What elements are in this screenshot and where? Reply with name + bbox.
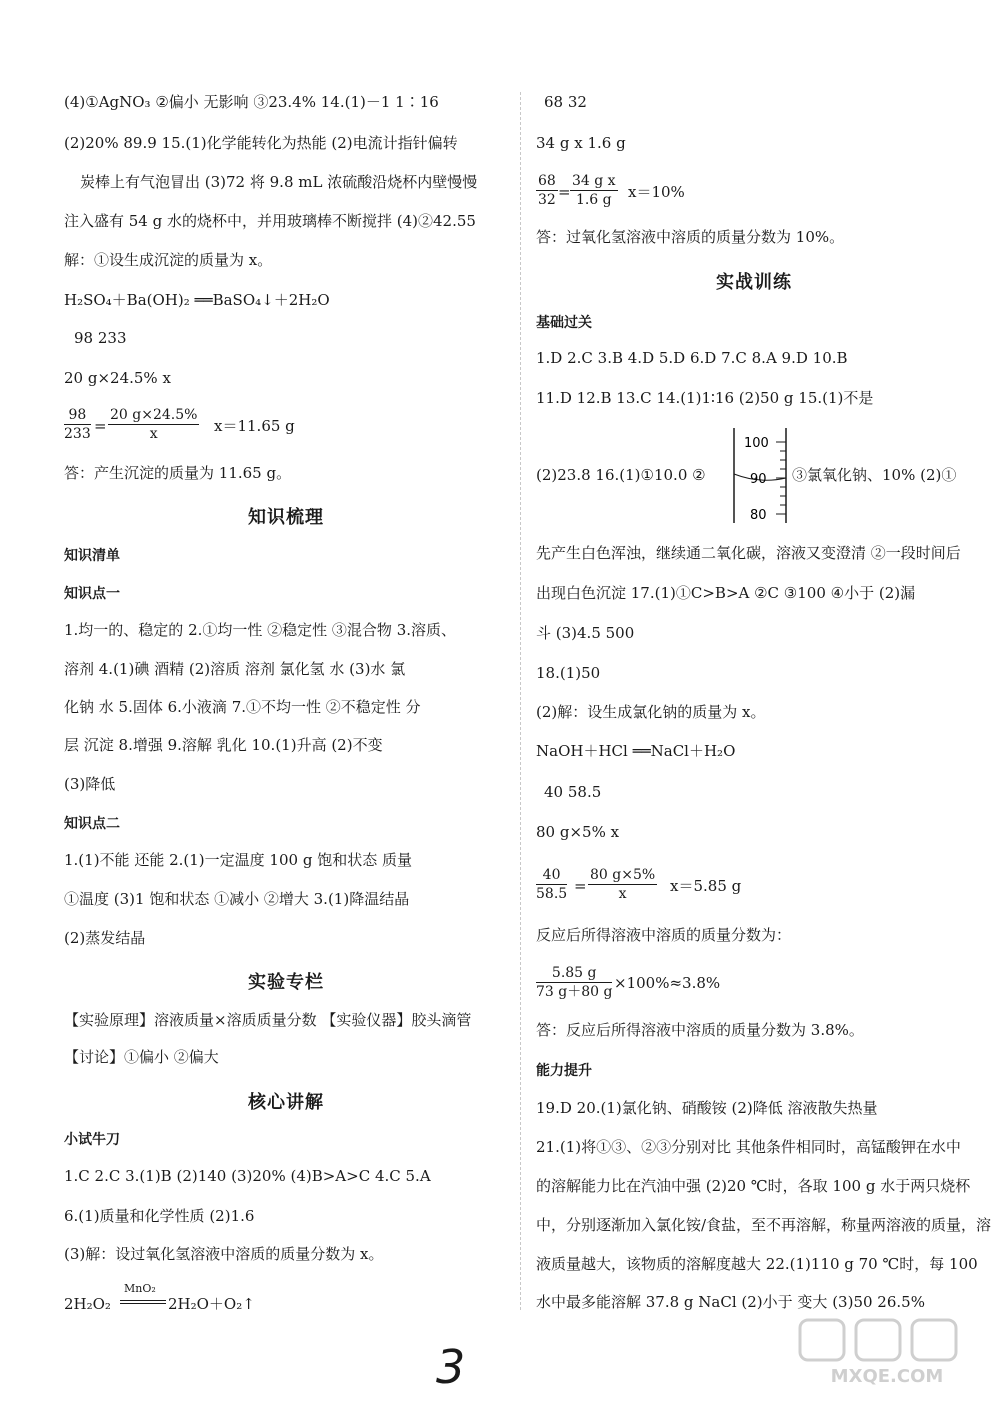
text-line: (2)解：设生成氯化钠的质量为 x。 bbox=[536, 703, 766, 721]
text-line: 1.(1)不能 还能 2.(1)一定温度 100 g 饱和状态 质量 bbox=[64, 851, 412, 869]
answer-text: 答：产生沉淀的质量为 11.65 g。 bbox=[64, 464, 292, 482]
fraction: $\frac{40}{58.5}$ bbox=[536, 867, 568, 902]
text-line: 【讨论】①偏小 ②偏大 bbox=[64, 1048, 219, 1066]
fraction: $\frac{5.85 g}{73 g+80 g}$ bbox=[536, 965, 613, 1000]
graduated-cylinder-figure bbox=[730, 428, 790, 523]
watermark-logo bbox=[792, 1318, 982, 1388]
equation-line: NaOH＋HCl ══NaCl＋H₂O bbox=[536, 742, 736, 760]
result-text: x＝5.85 g bbox=[670, 877, 742, 895]
equals-sign: = bbox=[574, 877, 587, 895]
text-line: 6.(1)质量和化学性质 (2)1.6 bbox=[64, 1207, 255, 1225]
text-line: (4)①AgNO₃ ②偏小 无影响 ③23.4% 14.(1)－1 1∶16 bbox=[64, 93, 439, 111]
text-line: (3)解：设过氧化氢溶液中溶质的质量分数为 x。 bbox=[64, 1245, 384, 1263]
text-line: 层 沉淀 8.增强 9.溶解 乳化 10.(1)升高 (2)不变 bbox=[64, 736, 383, 754]
text-line: 解：①设生成沉淀的质量为 x。 bbox=[64, 251, 273, 269]
text-line: 中，分别逐渐加入氯化铵/食盐，至不再溶解，称量两溶液的质量，溶 bbox=[536, 1216, 992, 1234]
text-line: 水中最多能溶解 37.8 g NaCl (2)小于 变大 (3)50 26.5% bbox=[536, 1293, 925, 1311]
answer-text: 答：反应后所得溶液中溶质的质量分数为 3.8%。 bbox=[536, 1021, 864, 1039]
text-line: 先产生白色浑浊，继续通二氧化碳，溶液又变澄清 ②一段时间后 bbox=[536, 544, 961, 562]
reaction-arrow bbox=[120, 1300, 166, 1301]
page-number: 3 bbox=[436, 1340, 466, 1394]
fraction: $\frac{80 g\times 5\%}{x}$ bbox=[590, 867, 656, 902]
section-heading: 知识梳理 bbox=[248, 507, 324, 528]
reaction-arrow bbox=[120, 1303, 166, 1304]
subsection-title: 小试牛刀 bbox=[64, 1132, 120, 1148]
result-text: ×100%≈3.8% bbox=[614, 974, 721, 992]
text-line: 溶剂 4.(1)碘 酒精 (2)溶质 溶剂 氯化氢 水 (3)水 氯 bbox=[64, 660, 406, 678]
text-line: 液质量越大，该物质的溶解度越大 22.(1)110 g 70 ℃时，每 100 bbox=[536, 1255, 978, 1273]
subsection-title: 知识点一 bbox=[64, 586, 120, 602]
text-line: ①温度 (3)1 饱和状态 ①减小 ②增大 3.(1)降温结晶 bbox=[64, 890, 410, 908]
text-line: 【实验原理】溶液质量×溶质质量分数 【实验仪器】胶头滴管 bbox=[64, 1011, 472, 1029]
text-line: 化钠 水 5.固体 6.小液滴 7.①不均一性 ②不稳定性 分 bbox=[64, 698, 421, 716]
text-line: 68 32 bbox=[544, 93, 587, 111]
text-line: 炭棒上有气泡冒出 (3)72 将 9.8 mL 浓硫酸沿烧杯内壁慢慢 bbox=[80, 173, 478, 191]
text-line: 34 g x 1.6 g bbox=[536, 134, 626, 152]
text-line: 1.D 2.C 3.B 4.D 5.D 6.D 7.C 8.A 9.D 10.B bbox=[536, 349, 848, 367]
text-line: 1.C 2.C 3.(1)B (2)140 (3)20% (4)B>A>C 4.C 5.A bbox=[64, 1167, 431, 1185]
text-line: (2)20% 89.9 15.(1)化学能转化为热能 (2)电流计指针偏转 bbox=[64, 134, 458, 152]
subsection-title: 基础过关 bbox=[536, 315, 592, 331]
tick-label: 80 bbox=[750, 508, 767, 523]
fraction: $\frac{98}{233}$ bbox=[64, 407, 91, 442]
fraction: $\frac{\text{34 g x}}{1.6 g}$ bbox=[572, 173, 616, 208]
text-line: 19.D 20.(1)氯化钠、硝酸铵 (2)降低 溶液散失热量 bbox=[536, 1099, 878, 1117]
fraction: $\frac{20 g\times 24.5\%}{x}$ bbox=[110, 407, 198, 442]
watermark-text: MXQE.COM bbox=[830, 1366, 944, 1387]
text-line: 21.(1)将①③、②③分别对比 其他条件相同时，高锰酸钾在水中 bbox=[536, 1138, 961, 1156]
text-line: 的溶解能力比在汽油中强 (2)20 ℃时，各取 100 g 水于两只烧杯 bbox=[536, 1177, 971, 1195]
text-line: 注入盛有 54 g 水的烧杯中，并用玻璃棒不断搅拌 (4)②42.55 bbox=[64, 212, 476, 230]
text-line: 40 58.5 bbox=[544, 783, 602, 801]
tick-label: 100 bbox=[744, 436, 769, 451]
text-line: 20 g×24.5% x bbox=[64, 369, 171, 387]
result-text: x＝11.65 g bbox=[214, 417, 295, 435]
section-heading: 实验专栏 bbox=[248, 972, 324, 993]
equals-sign: = bbox=[94, 417, 107, 435]
equals-sign: = bbox=[558, 183, 571, 201]
tick-label: 90 bbox=[750, 472, 767, 487]
text-line: (3)降低 bbox=[64, 775, 116, 793]
subsection-title: 知识点二 bbox=[64, 816, 120, 832]
equation-left: 2H₂O₂ bbox=[64, 1295, 111, 1313]
section-heading: 核心讲解 bbox=[248, 1092, 324, 1113]
catalyst-label: MnO₂ bbox=[124, 1282, 156, 1295]
equation-line: H₂SO₄＋Ba(OH)₂ ══BaSO₄↓＋2H₂O bbox=[64, 291, 330, 309]
text-line: 1.均一的、稳定的 2.①均一性 ②稳定性 ③混合物 3.溶质、 bbox=[64, 621, 457, 639]
answer-text: 答：过氧化氢溶液中溶质的质量分数为 10%。 bbox=[536, 228, 845, 246]
text-line: 98 233 bbox=[74, 329, 127, 347]
subsection-title: 知识清单 bbox=[64, 548, 120, 564]
subsection-title: 能力提升 bbox=[536, 1063, 592, 1079]
text-line: (2)23.8 16.(1)①10.0 ② bbox=[536, 466, 706, 484]
text-line: 80 g×5% x bbox=[536, 823, 620, 841]
text-line: (2)蒸发结晶 bbox=[64, 929, 146, 947]
fraction: $\frac{68}{32}$ bbox=[538, 173, 556, 208]
text-line: 斗 (3)4.5 500 bbox=[536, 624, 635, 642]
text-line: 出现白色沉淀 17.(1)①C>B>A ②C ③100 ④小于 (2)漏 bbox=[536, 584, 916, 602]
text-line: 反应后所得溶液中溶质的质量分数为： bbox=[536, 926, 792, 944]
column-divider bbox=[520, 92, 521, 1310]
section-heading: 实战训练 bbox=[716, 272, 792, 293]
text-line: 18.(1)50 bbox=[536, 664, 601, 682]
result-text: x＝10% bbox=[628, 183, 685, 201]
equation-right: 2H₂O＋O₂↑ bbox=[168, 1295, 255, 1313]
text-line: ③氯氧化钠、10% (2)① bbox=[792, 466, 957, 484]
text-line: 11.D 12.B 13.C 14.(1)1∶16 (2)50 g 15.(1)不是 bbox=[536, 389, 874, 407]
